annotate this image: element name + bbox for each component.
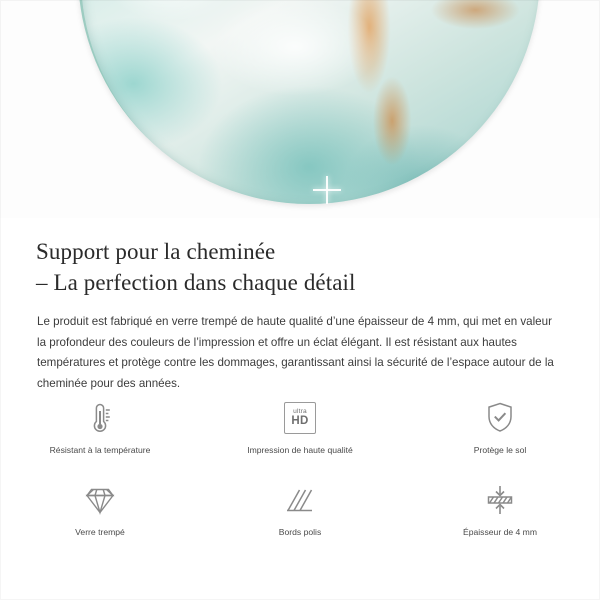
- hero-image: [0, 0, 600, 218]
- glass-plate-product: [78, 0, 540, 204]
- body-paragraph: Le produit est fabriqué en verre trempé de haute qualité d’une épaisseur de 4 mm, qui met en valeur la profondeur des couleurs de l’impression et offre un éclat élégant. Il est résistant aux hautes températures et protège contre les dommages, garantissant ainsi la sécurité de l’espace autour de la cheminée pour des années.: [37, 315, 554, 390]
- sparkle-icon: [313, 176, 341, 204]
- feature-label: Bords polis: [278, 527, 322, 537]
- feature-item-thickness: [400, 480, 600, 552]
- feature-label: Impression de haute qualité: [247, 445, 353, 455]
- feature-item-tempered-glass: [0, 480, 200, 552]
- text-content: [0, 218, 600, 394]
- feature-label: Épaisseur de 4 mm: [462, 527, 538, 537]
- feature-item-polished-edges: [200, 480, 400, 552]
- feature-grid: [0, 398, 600, 552]
- feature-label: Protège le sol: [473, 445, 527, 455]
- badge-ultra-text: ultra: [293, 407, 307, 415]
- page-title: [0, 218, 600, 298]
- badge-hd-text: HD: [291, 414, 309, 427]
- feature-item-print-quality: [200, 398, 400, 470]
- feature-item-temperature: [0, 398, 200, 470]
- feature-label: Résistant à la température: [49, 445, 151, 455]
- diamond-icon: [82, 480, 118, 520]
- headline-line-2: – La perfection dans chaque détail: [36, 270, 356, 295]
- shield-check-icon: [483, 398, 517, 438]
- thickness-arrows-icon: [483, 480, 517, 520]
- ultra-hd-badge-icon: [284, 398, 316, 438]
- headline-line-1: Support pour la cheminée: [36, 239, 276, 264]
- feature-item-floor-protection: [400, 398, 600, 470]
- feature-label: Verre trempé: [75, 527, 125, 537]
- thermometer-icon: [83, 398, 117, 438]
- polished-edges-icon: [283, 480, 317, 520]
